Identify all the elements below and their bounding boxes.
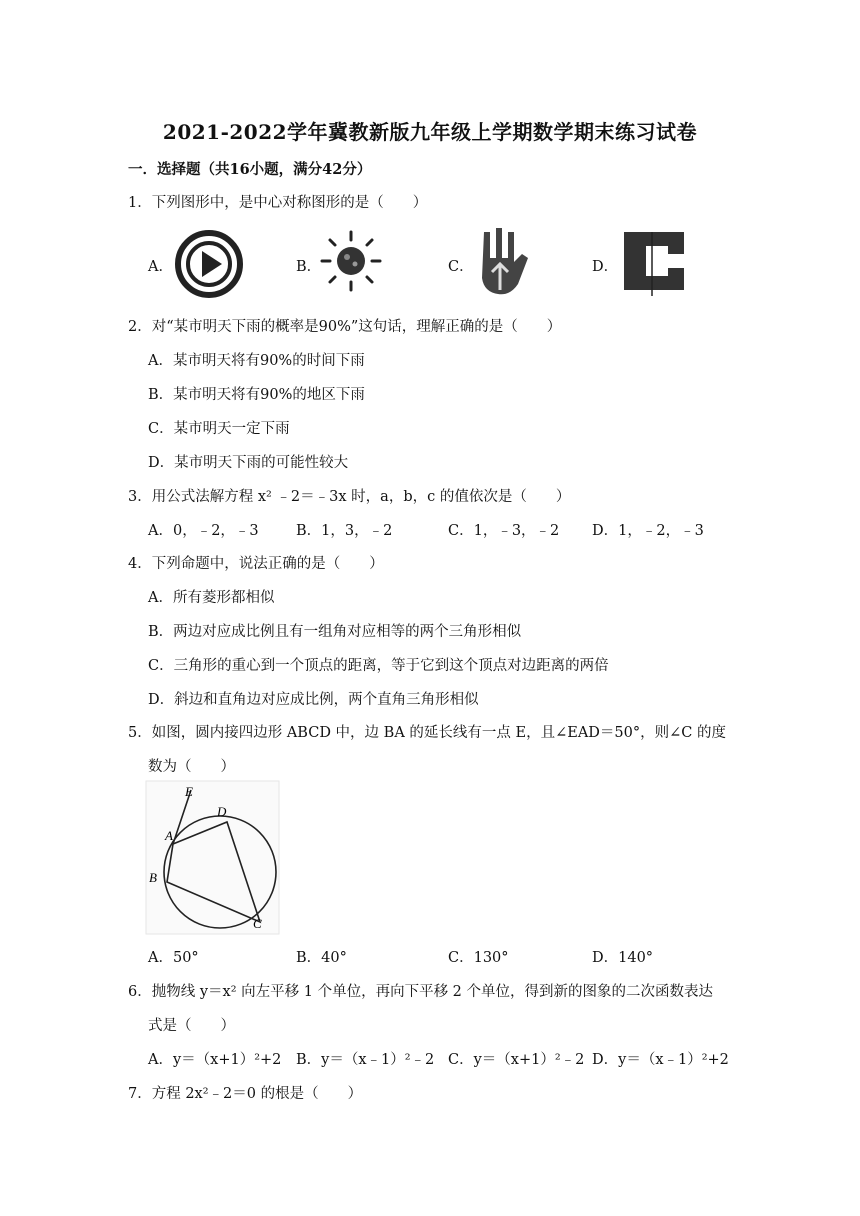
question-4-option-c: C．三角形的重心到一个顶点的距离，等于它到这个顶点对边距离的两倍	[148, 658, 609, 674]
figure-label-b: B	[149, 870, 157, 885]
question-6-option-b: B．y＝（x﹣1）²﹣2	[296, 1052, 435, 1068]
figure-label-a: A	[165, 828, 173, 843]
question-2-stem: 2．对“某市明天下雨的概率是90%”这句话，理解正确的是（ ）	[128, 319, 562, 335]
option-d-label: D．	[592, 259, 619, 275]
question-5-option-c: C．130°	[448, 950, 509, 966]
question-4-option-a: A．所有菱形都相似	[148, 590, 275, 606]
question-4-option-d: D．斜边和直角边对应成比例，两个直角三角形相似	[148, 692, 479, 708]
question-2-option-b: B．某市明天将有90%的地区下雨	[148, 387, 365, 403]
question-4-stem: 4．下列命题中，说法正确的是（ ）	[128, 556, 384, 572]
question-5-stem: 5．如图，圆内接四边形 ABCD 中，边 BA 的延长线有一点 E，且∠EAD＝50°，则∠C 的度	[128, 725, 726, 741]
question-5-option-a: A．50°	[148, 950, 199, 966]
question-5-option-b: B．40°	[296, 950, 347, 966]
question-4-option-b: B．两边对应成比例且有一组角对应相等的两个三角形相似	[148, 624, 522, 640]
hand-figure	[470, 224, 536, 300]
figure-label-d: D	[217, 804, 227, 819]
inscribed-quadrilateral-figure	[145, 780, 280, 935]
option-a-label: A．	[148, 259, 173, 275]
play-circle-figure	[175, 230, 243, 298]
page-title: 2021-2022学年冀教新版九年级上学期数学期末练习试卷	[162, 120, 698, 144]
question-2-option-d: D．某市明天下雨的可能性较大	[148, 455, 349, 471]
question-2-option-c: C．某市明天一定下雨	[148, 421, 290, 437]
question-7-stem: 7．方程 2x²﹣2＝0 的根是（ ）	[128, 1086, 363, 1102]
question-6-option-c: C．y＝（x+1）²﹣2	[448, 1052, 585, 1068]
question-3-option-a: A．0，﹣2，﹣3	[148, 523, 259, 539]
question-3-option-c: C．1，﹣3，﹣2	[448, 523, 560, 539]
question-3-option-b: B．1，3，﹣2	[296, 523, 393, 539]
question-3-option-d: D．1，﹣2，﹣3	[592, 523, 704, 539]
question-6-option-a: A．y＝（x+1）²+2	[148, 1052, 282, 1068]
question-2-option-a: A．某市明天将有90%的时间下雨	[148, 353, 365, 369]
figure-label-c: C	[253, 916, 262, 931]
question-6-stem-continued: 式是（ ）	[148, 1018, 235, 1034]
question-6-option-d: D．y＝（x﹣1）²+2	[592, 1052, 729, 1068]
question-3-stem: 3．用公式法解方程 x² ﹣2＝﹣3x 时，a，b，c 的值依次是（ ）	[128, 489, 571, 505]
section-heading: 一．选择题（共16小题，满分42分）	[128, 161, 372, 178]
question-5-stem-continued: 数为（ ）	[148, 759, 235, 775]
option-b-label: B．	[296, 259, 322, 275]
question-5-option-d: D．140°	[592, 950, 654, 966]
question-6-stem: 6．抛物线 y＝x² 向左平移 1 个单位，再向下平移 2 个单位，得到新的图象的二次函数表达	[128, 984, 714, 1000]
c-shape-figure	[618, 228, 690, 298]
question-1-stem: 1．下列图形中，是中心对称图形的是（ ）	[128, 195, 428, 211]
figure-label-e: E	[185, 784, 193, 799]
option-c-label: C．	[448, 259, 474, 275]
sun-figure	[318, 228, 384, 294]
